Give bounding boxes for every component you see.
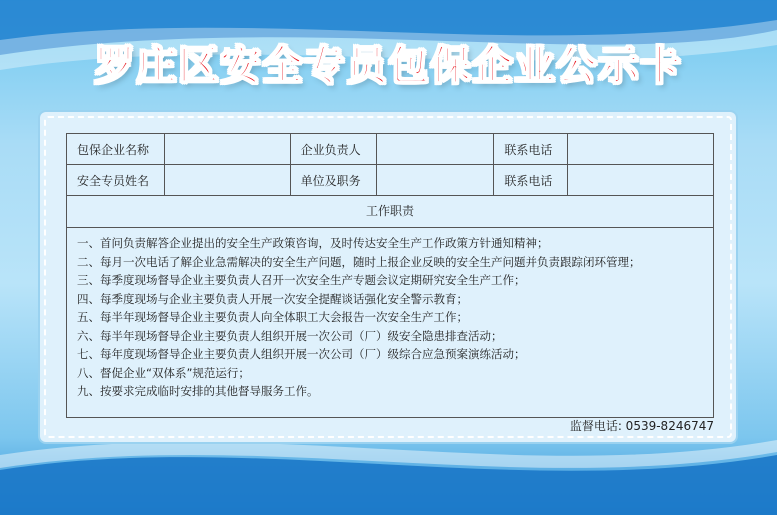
- page-title: 罗庄区安全专员包保企业公示卡: [94, 43, 683, 89]
- table-row: [67, 165, 714, 196]
- officer-unit-field: [376, 165, 494, 196]
- list-item: 三、每季度现场督导企业主要负责人召开一次安全生产专题会议定期研究安全生产工作；: [77, 273, 526, 287]
- company-leader-field: [376, 134, 494, 165]
- list-item: 八、督促企业“双体系”规范运行；: [77, 365, 250, 380]
- officer-name-label: 安全专员姓名: [67, 165, 165, 196]
- officer-phone-label: 联系电话: [494, 165, 568, 196]
- duties-box: [66, 195, 714, 418]
- company-leader-label: 企业负责人: [290, 134, 376, 165]
- table-row: [67, 134, 714, 165]
- list-item: 一、首问负责解答企业提出的安全生产政策咨询，及时传达安全生产工作政策方针通知精神；: [77, 236, 549, 250]
- company-phone-field: [568, 134, 714, 165]
- officer-unit-label: 单位及职务: [290, 165, 376, 196]
- duties-header: 工作职责: [67, 195, 713, 228]
- supervision-phone: 监督电话: 0539-8246747: [569, 419, 714, 433]
- duties-list: [67, 228, 713, 401]
- list-item: 七、每年度现场督导企业主要负责人组织开展一次公司（厂）级综合应急预案演练活动；: [77, 347, 526, 361]
- list-item: 六、每半年现场督导企业主要负责人组织开展一次公司（厂）级安全隐患排查活动；: [77, 328, 503, 343]
- list-item: 五、每半年现场督导企业主要负责人向全体职工大会报告一次安全生产工作；: [77, 310, 468, 324]
- officer-name-field: [164, 165, 290, 196]
- company-name-field: [164, 134, 290, 165]
- list-item: 二、每月一次电话了解企业急需解决的安全生产问题，随时上报企业反映的安全生产问题并负责跟踪闭环管理；: [77, 254, 641, 269]
- info-table: [66, 133, 714, 196]
- company-name-label: 包保企业名称: [67, 134, 165, 165]
- list-item: 九、按要求完成临时安排的其他督导服务工作。: [77, 384, 319, 398]
- list-item: 四、每季度现场与企业主要负责人开展一次安全提醒谈话强化安全警示教育；: [77, 291, 468, 306]
- company-phone-label: 联系电话: [494, 134, 568, 165]
- officer-phone-field: [568, 165, 714, 196]
